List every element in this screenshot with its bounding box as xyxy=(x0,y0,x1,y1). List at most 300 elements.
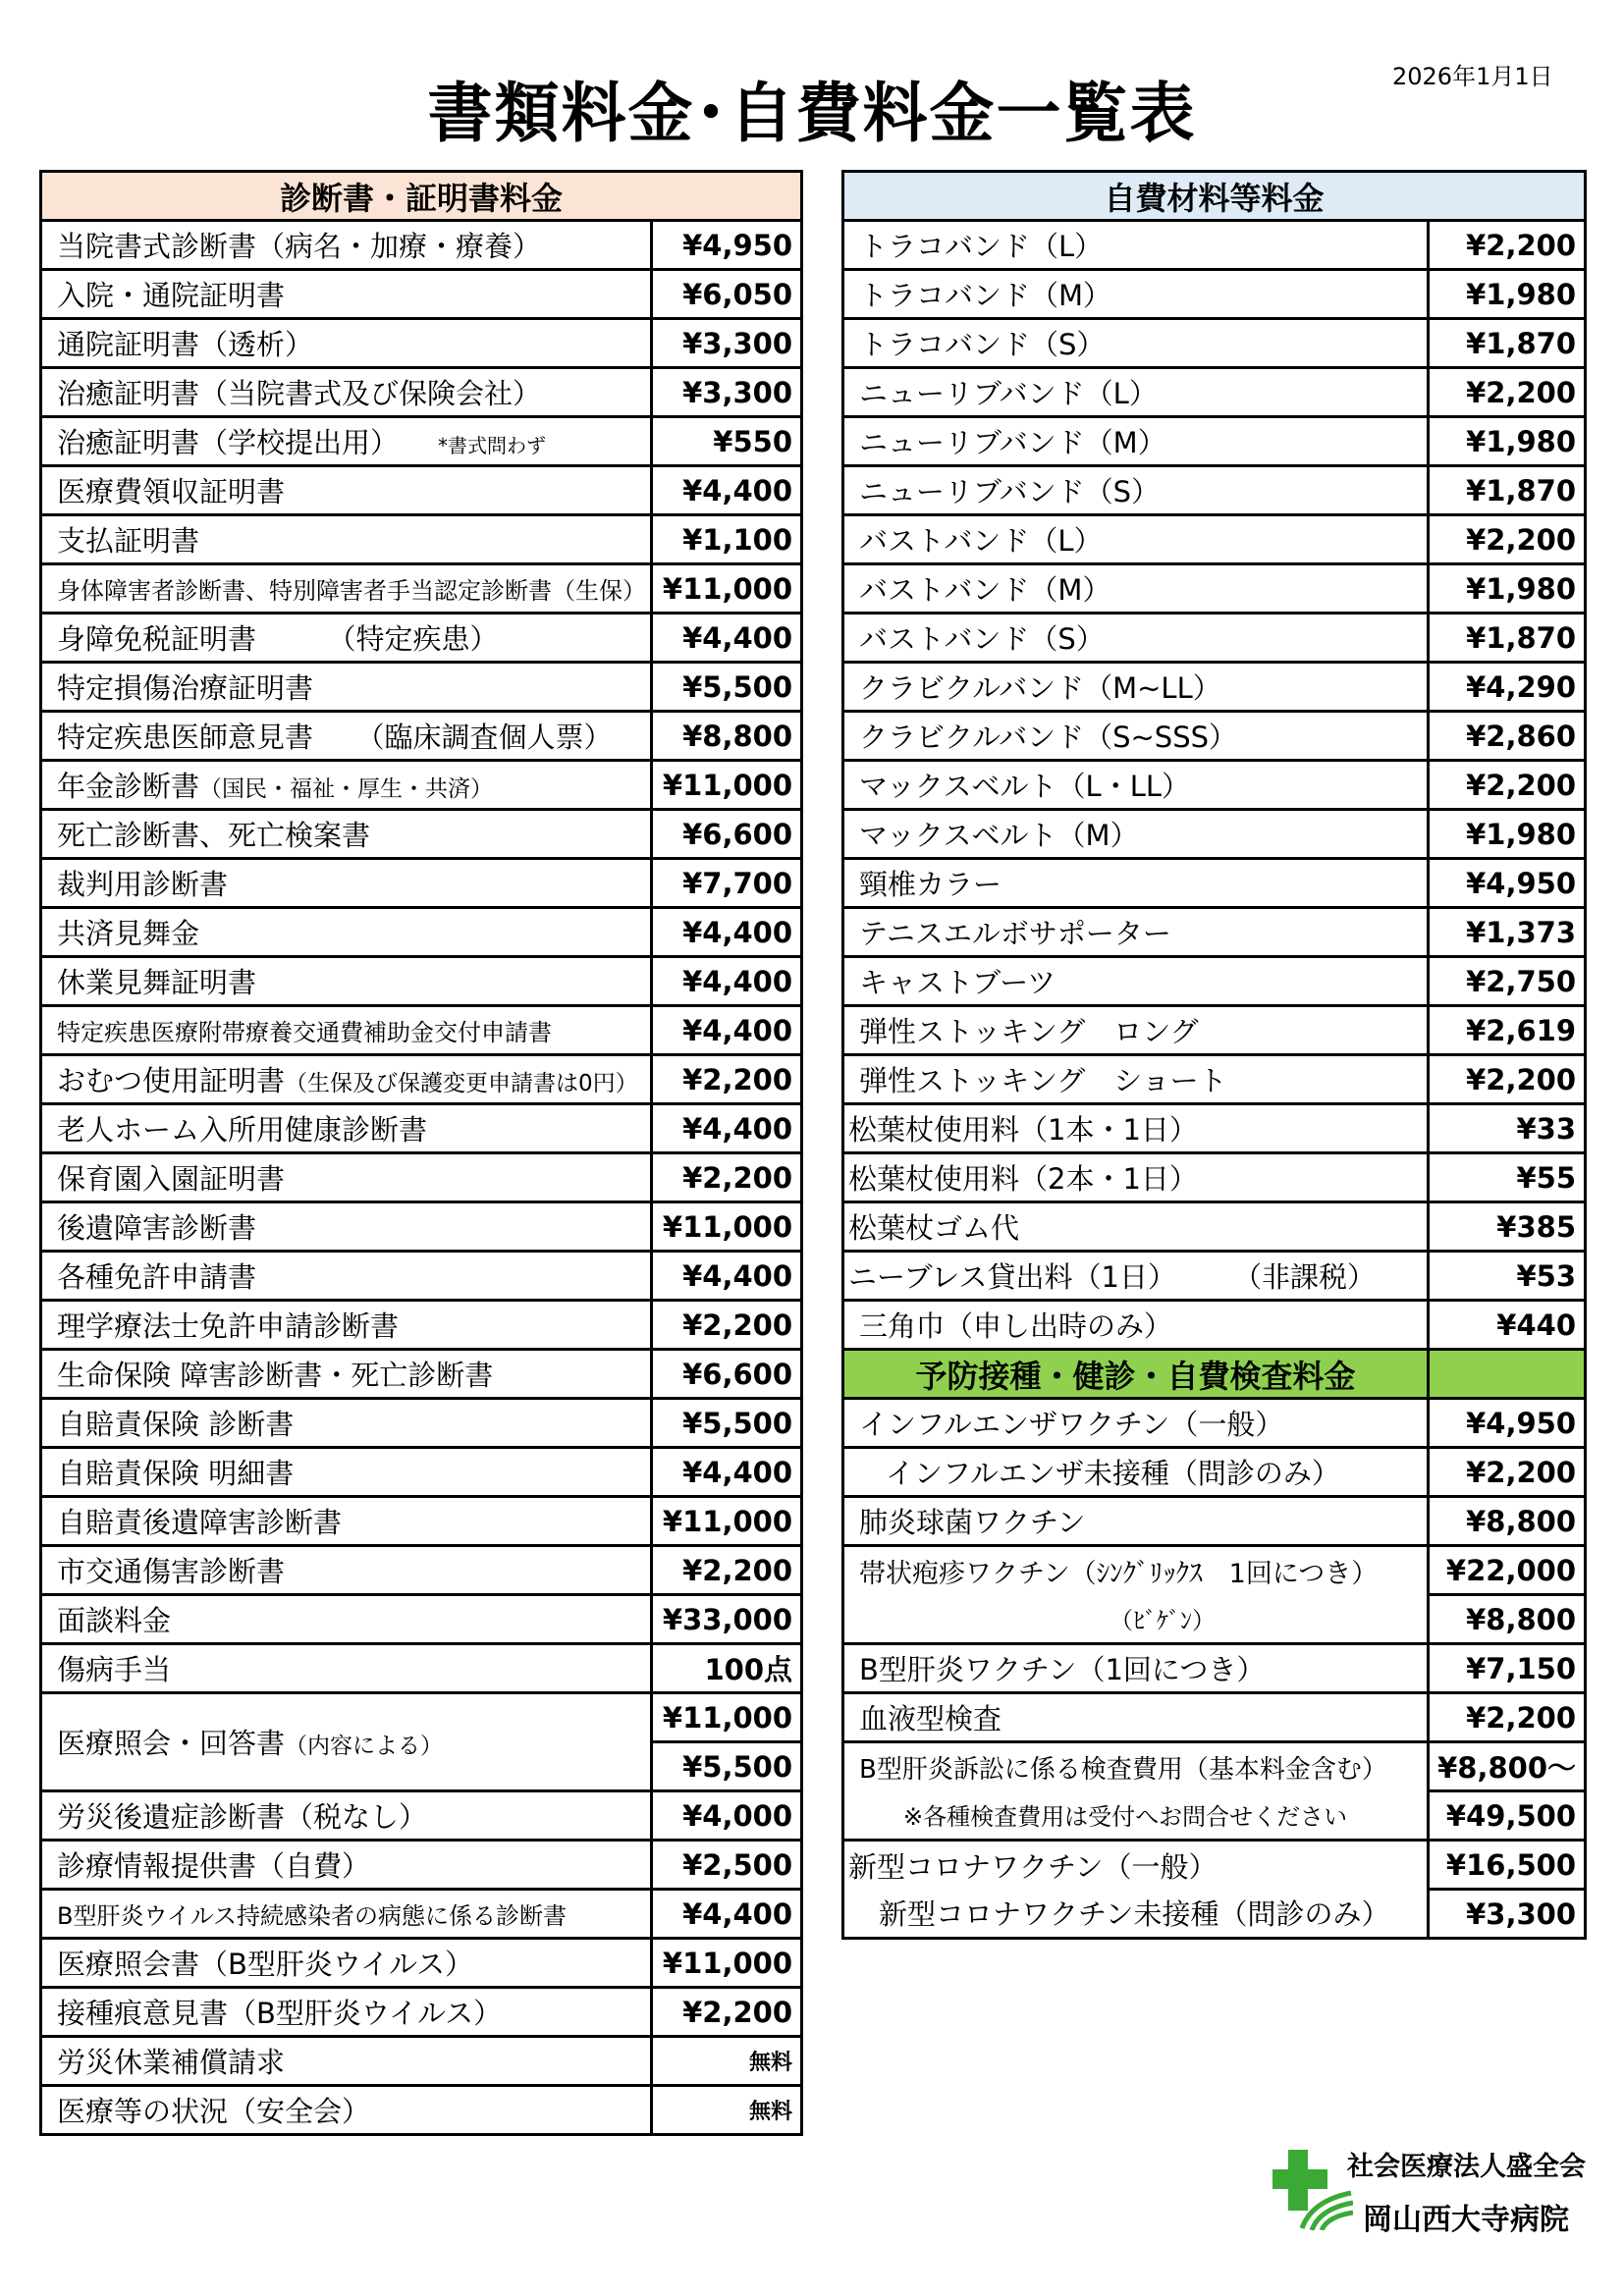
item-price: ¥2,200 xyxy=(1429,1693,1586,1742)
item-name xyxy=(41,1595,652,1644)
item-name xyxy=(843,1399,1429,1448)
item-name xyxy=(843,1497,1429,1546)
item-label: ニューリブバンド（M） xyxy=(859,426,1166,459)
table-row xyxy=(41,270,802,319)
table-row xyxy=(843,1055,1586,1104)
item-name xyxy=(41,368,652,417)
table-row xyxy=(41,1595,802,1644)
table-row xyxy=(843,515,1586,564)
item-price: ¥1,980 xyxy=(1429,564,1586,614)
item-label: 理学療法士免許申請診断書 xyxy=(57,1309,400,1343)
table-row xyxy=(41,957,802,1006)
item-price: ¥2,200 xyxy=(1429,221,1586,270)
table-row xyxy=(843,1252,1586,1301)
item-price: ¥7,700 xyxy=(652,859,802,908)
item-label: 診療情報提供書（自費） xyxy=(57,1849,371,1883)
item-label: トラコバンド（L） xyxy=(859,230,1104,263)
item-name xyxy=(843,1252,1429,1301)
item-name xyxy=(843,1202,1429,1252)
material-fee-table xyxy=(841,170,1587,1940)
table-row xyxy=(843,1202,1586,1252)
item-label: 血液型検査 xyxy=(859,1702,1002,1735)
item-name: （ﾋﾞｹﾞﾝ） xyxy=(843,1595,1429,1644)
item-price: ¥2,200 xyxy=(652,1988,802,2037)
table-row xyxy=(41,1350,802,1399)
certificate-fee-header: 診断書・証明書料金 xyxy=(41,172,802,221)
item-price: ¥1,870 xyxy=(1429,466,1586,515)
item-name xyxy=(41,761,652,810)
table-row xyxy=(41,1104,802,1153)
table-row xyxy=(41,908,802,957)
table-row xyxy=(843,1644,1586,1693)
item-label: 当院書式診断書（病名・加療・療養） xyxy=(57,230,542,263)
item-label: ニーブレス貸出料（1日） （非課税） xyxy=(848,1260,1376,1294)
item-label: マックスベルト（L・LL） xyxy=(859,770,1191,803)
item-price: ¥8,800～ xyxy=(1429,1742,1586,1791)
item-name xyxy=(843,859,1429,908)
item-price: ¥2,619 xyxy=(1429,1006,1586,1055)
item-label: ニューリブバンド（L） xyxy=(859,377,1158,410)
item-price: ¥1,373 xyxy=(1429,908,1586,957)
item-name xyxy=(843,908,1429,957)
item-label: 医療照会書（B型肝炎ウイルス） xyxy=(57,1948,474,1981)
item-label: 自賠責保険 明細書 xyxy=(57,1457,295,1490)
item-name xyxy=(41,712,652,761)
item-name xyxy=(41,515,652,564)
item-label: 労災後遺症診断書（税なし） xyxy=(57,1800,428,1834)
item-label: おむつ使用証明書 xyxy=(57,1064,286,1097)
item-label: 松葉杖ゴム代 xyxy=(848,1211,1020,1245)
item-price: ¥4,400 xyxy=(652,1448,802,1497)
table-row xyxy=(41,1006,802,1055)
table-header-row xyxy=(843,1350,1586,1399)
item-price: ¥1,100 xyxy=(652,515,802,564)
table-row xyxy=(843,319,1586,368)
item-label: 接種痕意見書（B型肝炎ウイルス） xyxy=(57,1997,503,2030)
item-name xyxy=(843,957,1429,1006)
item-label: 治癒証明書（学校提出用） xyxy=(57,426,400,459)
vaccine-header-blank xyxy=(1429,1350,1586,1399)
item-price: ¥5,500 xyxy=(652,663,802,712)
item-label: トラコバンド（M） xyxy=(859,279,1112,312)
item-label: 裁判用診断書 xyxy=(57,868,229,901)
item-price: ¥4,950 xyxy=(1429,859,1586,908)
item-label: 面談料金 xyxy=(57,1604,172,1637)
item-label: B型肝炎ウイルス持続感染者の病態に係る診断書 xyxy=(57,1902,568,1930)
item-name xyxy=(41,1497,652,1546)
item-name: 新型コロナワクチン未接種（問診のみ） xyxy=(843,1890,1429,1939)
table-row xyxy=(41,1448,802,1497)
table-row xyxy=(41,1497,802,1546)
item-label: インフルエンザワクチン（一般） xyxy=(859,1408,1284,1441)
certificate-fee-table xyxy=(39,170,803,2136)
table-row xyxy=(41,417,802,466)
table-row xyxy=(843,1153,1586,1202)
item-name: B型肝炎訴訟に係る検査費用（基本料金含む） xyxy=(843,1742,1429,1791)
item-price: ¥2,200 xyxy=(1429,761,1586,810)
hospital-name: 岡山西大寺病院 xyxy=(1363,2203,1569,2237)
table-row xyxy=(843,908,1586,957)
item-price: ¥4,400 xyxy=(652,1890,802,1939)
table-row xyxy=(843,1399,1586,1448)
item-name xyxy=(843,368,1429,417)
item-price: ¥33,000 xyxy=(652,1595,802,1644)
item-name xyxy=(843,515,1429,564)
item-price: ¥11,000 xyxy=(652,761,802,810)
item-price: ¥2,200 xyxy=(652,1055,802,1104)
table-row xyxy=(843,1546,1586,1595)
item-name xyxy=(41,1988,652,2037)
table-header-row xyxy=(843,172,1586,221)
item-label: クラビクルバンド（M~LL） xyxy=(859,671,1221,705)
table-row xyxy=(843,1497,1586,1546)
item-name xyxy=(41,810,652,859)
item-label: バストバンド（S） xyxy=(859,622,1105,656)
table-row xyxy=(843,712,1586,761)
item-label: 松葉杖使用料（2本・1日） xyxy=(848,1162,1198,1196)
table-row xyxy=(41,1301,802,1350)
item-price: ¥1,980 xyxy=(1429,270,1586,319)
item-name: 新型コロナワクチン（一般） xyxy=(843,1841,1429,1890)
table-row xyxy=(843,270,1586,319)
item-price: ¥4,950 xyxy=(1429,1399,1586,1448)
vaccine-fee-header: 予防接種・健診・自費検査料金 xyxy=(843,1350,1429,1399)
table-row xyxy=(41,761,802,810)
item-price: ¥4,400 xyxy=(652,957,802,1006)
item-price: ¥1,980 xyxy=(1429,810,1586,859)
item-name xyxy=(41,2086,652,2135)
table-row xyxy=(41,1252,802,1301)
item-price: ¥3,300 xyxy=(1429,1890,1586,1939)
item-name xyxy=(41,1644,652,1693)
item-label: 老人ホーム入所用健康診断書 xyxy=(57,1113,428,1147)
table-row xyxy=(41,1055,802,1104)
item-price: ¥49,500 xyxy=(1429,1791,1586,1841)
table-row xyxy=(843,1006,1586,1055)
item-name: 帯状疱疹ワクチン（ｼﾝｸﾞﾘｯｸｽ 1回につき） xyxy=(843,1546,1429,1595)
item-name xyxy=(41,1399,652,1448)
item-price: ¥1,870 xyxy=(1429,319,1586,368)
item-name xyxy=(41,1006,652,1055)
table-row xyxy=(41,368,802,417)
item-label: B型肝炎ワクチン（1回につき） xyxy=(859,1653,1266,1686)
table-row xyxy=(843,1890,1586,1939)
item-price: ¥4,000 xyxy=(652,1791,802,1841)
item-name xyxy=(41,663,652,712)
item-name xyxy=(843,663,1429,712)
item-price: ¥2,200 xyxy=(1429,515,1586,564)
table-row xyxy=(41,1546,802,1595)
item-label: 生命保険 障害診断書・死亡診断書 xyxy=(57,1359,494,1392)
item-name xyxy=(41,1301,652,1350)
item-label: 頸椎カラー xyxy=(859,868,1002,901)
item-price: ¥4,400 xyxy=(652,614,802,663)
item-name xyxy=(41,1890,652,1939)
table-row xyxy=(41,1202,802,1252)
item-price: 100点 xyxy=(652,1644,802,1693)
item-price: 無料 xyxy=(652,2086,802,2135)
item-price: ¥440 xyxy=(1429,1301,1586,1350)
table-row xyxy=(41,1939,802,1988)
item-price: ¥2,200 xyxy=(652,1153,802,1202)
table-row xyxy=(41,1841,802,1890)
table-row xyxy=(41,221,802,270)
table-row xyxy=(41,1399,802,1448)
item-label: 市交通傷害診断書 xyxy=(57,1555,286,1588)
item-label: 年金診断書 xyxy=(57,770,200,803)
issue-date: 2026年1月1日 xyxy=(1392,63,1553,90)
item-name xyxy=(41,859,652,908)
item-name xyxy=(843,417,1429,466)
table-row xyxy=(843,1791,1586,1841)
table-row xyxy=(843,221,1586,270)
item-label: トラコバンド（S） xyxy=(859,328,1106,361)
item-name xyxy=(41,1104,652,1153)
item-name xyxy=(41,1252,652,1301)
item-price: ¥16,500 xyxy=(1429,1841,1586,1890)
item-name xyxy=(41,1791,652,1841)
item-price: ¥4,400 xyxy=(652,466,802,515)
table-row xyxy=(41,1153,802,1202)
item-name xyxy=(41,564,652,614)
item-price: ¥2,750 xyxy=(1429,957,1586,1006)
item-label: テニスエルボサポーター xyxy=(859,917,1171,950)
item-label: 身体障害者診断書、特別障害者手当認定診断書（生保） xyxy=(57,577,646,605)
table-row xyxy=(843,1104,1586,1153)
table-row xyxy=(843,1448,1586,1497)
item-name xyxy=(843,319,1429,368)
material-fee-header: 自費材料等料金 xyxy=(843,172,1586,221)
item-name xyxy=(843,761,1429,810)
item-name xyxy=(41,1350,652,1399)
item-name xyxy=(843,1693,1429,1742)
item-label: 肺炎球菌ワクチン xyxy=(859,1506,1086,1539)
table-row xyxy=(843,957,1586,1006)
corporation-name: 社会医療法人盛全会 xyxy=(1347,2152,1586,2182)
table-row xyxy=(843,1693,1586,1742)
item-label: 医療費領収証明書 xyxy=(57,475,286,508)
item-price: ¥2,860 xyxy=(1429,712,1586,761)
item-price: ¥4,290 xyxy=(1429,663,1586,712)
item-price: ¥5,500 xyxy=(652,1399,802,1448)
table-row xyxy=(41,810,802,859)
item-price: ¥4,400 xyxy=(652,1104,802,1153)
item-label: バストバンド（L） xyxy=(859,524,1103,558)
item-price: ¥2,200 xyxy=(652,1301,802,1350)
item-name xyxy=(41,908,652,957)
item-label: バストバンド（M） xyxy=(859,573,1111,607)
item-price: ¥33 xyxy=(1429,1104,1586,1153)
item-price: ¥2,200 xyxy=(1429,1055,1586,1104)
item-price: ¥8,800 xyxy=(652,712,802,761)
table-row xyxy=(843,761,1586,810)
table-row xyxy=(41,2037,802,2086)
table-row xyxy=(41,859,802,908)
item-label: 弾性ストッキング ショート xyxy=(859,1064,1227,1097)
item-name xyxy=(843,466,1429,515)
item-price: ¥2,200 xyxy=(1429,1448,1586,1497)
item-label: 特定疾患医師意見書 （臨床調査個人票） xyxy=(57,721,613,754)
item-price: ¥11,000 xyxy=(652,1939,802,1988)
table-row xyxy=(843,810,1586,859)
item-name xyxy=(41,417,652,466)
item-name xyxy=(41,957,652,1006)
item-name xyxy=(41,466,652,515)
item-name xyxy=(41,1202,652,1252)
item-name xyxy=(843,712,1429,761)
item-label: 弾性ストッキング ロング xyxy=(859,1015,1199,1048)
item-price: ¥6,600 xyxy=(652,810,802,859)
item-label: 医療照会・回答書 xyxy=(57,1727,286,1760)
item-price: ¥11,000 xyxy=(652,564,802,614)
item-price: ¥3,300 xyxy=(652,368,802,417)
item-price: ¥2,200 xyxy=(1429,368,1586,417)
item-name xyxy=(41,270,652,319)
item-label: 入院・通院証明書 xyxy=(57,279,286,312)
table-row xyxy=(41,712,802,761)
item-price: ¥1,980 xyxy=(1429,417,1586,466)
table-row xyxy=(843,1841,1586,1890)
item-label: 三角巾（申し出時のみ） xyxy=(859,1309,1173,1343)
table-row xyxy=(843,564,1586,614)
item-name xyxy=(843,1448,1429,1497)
item-name xyxy=(41,1055,652,1104)
item-price: ¥11,000 xyxy=(652,1693,802,1742)
item-label: 支払証明書 xyxy=(57,524,200,558)
item-price: 無料 xyxy=(652,2037,802,2086)
item-label: 身障免税証明書 （特定疾患） xyxy=(57,622,499,656)
item-name xyxy=(843,614,1429,663)
table-row xyxy=(41,663,802,712)
item-price: ¥53 xyxy=(1429,1252,1586,1301)
item-name xyxy=(843,564,1429,614)
item-label: 各種免許申請書 xyxy=(57,1260,257,1294)
table-row xyxy=(41,1988,802,2037)
item-label: 労災休業補償請求 xyxy=(57,2046,286,2079)
item-price: ¥8,800 xyxy=(1429,1595,1586,1644)
table-row xyxy=(843,859,1586,908)
item-label: 特定疾患医療附帯療養交通費補助金交付申請書 xyxy=(57,1019,552,1046)
table-row xyxy=(41,2086,802,2135)
table-header-row xyxy=(41,172,802,221)
item-name: ※各種検査費用は受付へお問合せください xyxy=(843,1791,1429,1841)
item-name xyxy=(843,1104,1429,1153)
item-price: ¥2,200 xyxy=(652,1546,802,1595)
item-price: ¥11,000 xyxy=(652,1497,802,1546)
item-label: 特定損傷治療証明書 xyxy=(57,671,314,705)
item-price: ¥22,000 xyxy=(1429,1546,1586,1595)
item-label: 後遺障害診断書 xyxy=(57,1211,257,1245)
item-label: キャストブーツ xyxy=(859,966,1056,999)
table-row xyxy=(843,368,1586,417)
item-label: 保育園入園証明書 xyxy=(57,1162,286,1196)
item-note: *書式問わず xyxy=(438,434,547,457)
item-name xyxy=(41,1153,652,1202)
item-name xyxy=(843,1153,1429,1202)
item-name xyxy=(843,221,1429,270)
table-row xyxy=(41,515,802,564)
item-price: ¥8,800 xyxy=(1429,1497,1586,1546)
item-label: 自賠責保険 診断書 xyxy=(57,1408,295,1441)
item-label: 休業見舞証明書 xyxy=(57,966,257,999)
item-label: 死亡診断書、死亡検案書 xyxy=(57,819,371,852)
table-row xyxy=(41,1644,802,1693)
table-row xyxy=(843,614,1586,663)
item-label: 通院証明書（透析） xyxy=(57,328,314,361)
item-name xyxy=(843,1301,1429,1350)
item-label: インフルエンザ未接種（問診のみ） xyxy=(886,1457,1340,1490)
table-row xyxy=(41,319,802,368)
table-row xyxy=(843,417,1586,466)
item-label: 松葉杖使用料（1本・1日） xyxy=(848,1113,1198,1147)
item-label: 自賠責後遺障害診断書 xyxy=(57,1506,343,1539)
item-label: マックスベルト（M） xyxy=(859,819,1139,852)
table-row xyxy=(843,1742,1586,1791)
item-price: ¥5,500 xyxy=(652,1742,802,1791)
table-row xyxy=(41,1791,802,1841)
item-name xyxy=(843,1055,1429,1104)
item-label: 医療等の状況（安全会） xyxy=(57,2095,371,2128)
item-name xyxy=(41,1939,652,1988)
item-label: 治癒証明書（当院書式及び保険会社） xyxy=(57,377,542,410)
item-price: ¥55 xyxy=(1429,1153,1586,1202)
table-row xyxy=(843,1595,1586,1644)
item-name xyxy=(41,2037,652,2086)
table-row xyxy=(843,663,1586,712)
item-price: ¥4,400 xyxy=(652,1006,802,1055)
item-name xyxy=(843,270,1429,319)
item-name xyxy=(843,810,1429,859)
item-price: ¥6,600 xyxy=(652,1350,802,1399)
item-name xyxy=(843,1644,1429,1693)
item-label: 共済見舞金 xyxy=(57,917,200,950)
item-label: クラビクルバンド（S~SSS） xyxy=(859,721,1238,754)
item-name xyxy=(41,1448,652,1497)
item-price: ¥1,870 xyxy=(1429,614,1586,663)
table-row xyxy=(843,1301,1586,1350)
table-row xyxy=(41,1890,802,1939)
table-row xyxy=(41,564,802,614)
item-price: ¥2,500 xyxy=(652,1841,802,1890)
item-name xyxy=(843,1006,1429,1055)
item-price: ¥7,150 xyxy=(1429,1644,1586,1693)
item-sub-label: （国民・福祉・厚生・共済） xyxy=(199,776,494,802)
item-price: ¥550 xyxy=(652,417,802,466)
item-label: 傷病手当 xyxy=(57,1653,172,1686)
item-price: ¥4,400 xyxy=(652,908,802,957)
table-row xyxy=(41,466,802,515)
hospital-logo-icon xyxy=(1272,2150,1353,2230)
item-name xyxy=(41,1546,652,1595)
item-price: ¥385 xyxy=(1429,1202,1586,1252)
item-price: ¥3,300 xyxy=(652,319,802,368)
item-name xyxy=(41,221,652,270)
item-sub-label: （内容による） xyxy=(285,1734,444,1759)
item-price: ¥6,050 xyxy=(652,270,802,319)
table-row xyxy=(41,614,802,663)
item-name xyxy=(41,614,652,663)
item-label: ニューリブバンド（S） xyxy=(859,475,1161,508)
table-row xyxy=(843,466,1586,515)
item-name xyxy=(41,1693,652,1791)
item-name xyxy=(41,1841,652,1890)
item-price: ¥11,000 xyxy=(652,1202,802,1252)
item-price: ¥4,400 xyxy=(652,1252,802,1301)
item-sub-label: （生保及び保護変更申請書は0円） xyxy=(285,1071,638,1096)
item-price: ¥4,950 xyxy=(652,221,802,270)
page-title: 書類料金･自費料金一覧表 xyxy=(427,76,1197,151)
table-row xyxy=(41,1693,802,1742)
